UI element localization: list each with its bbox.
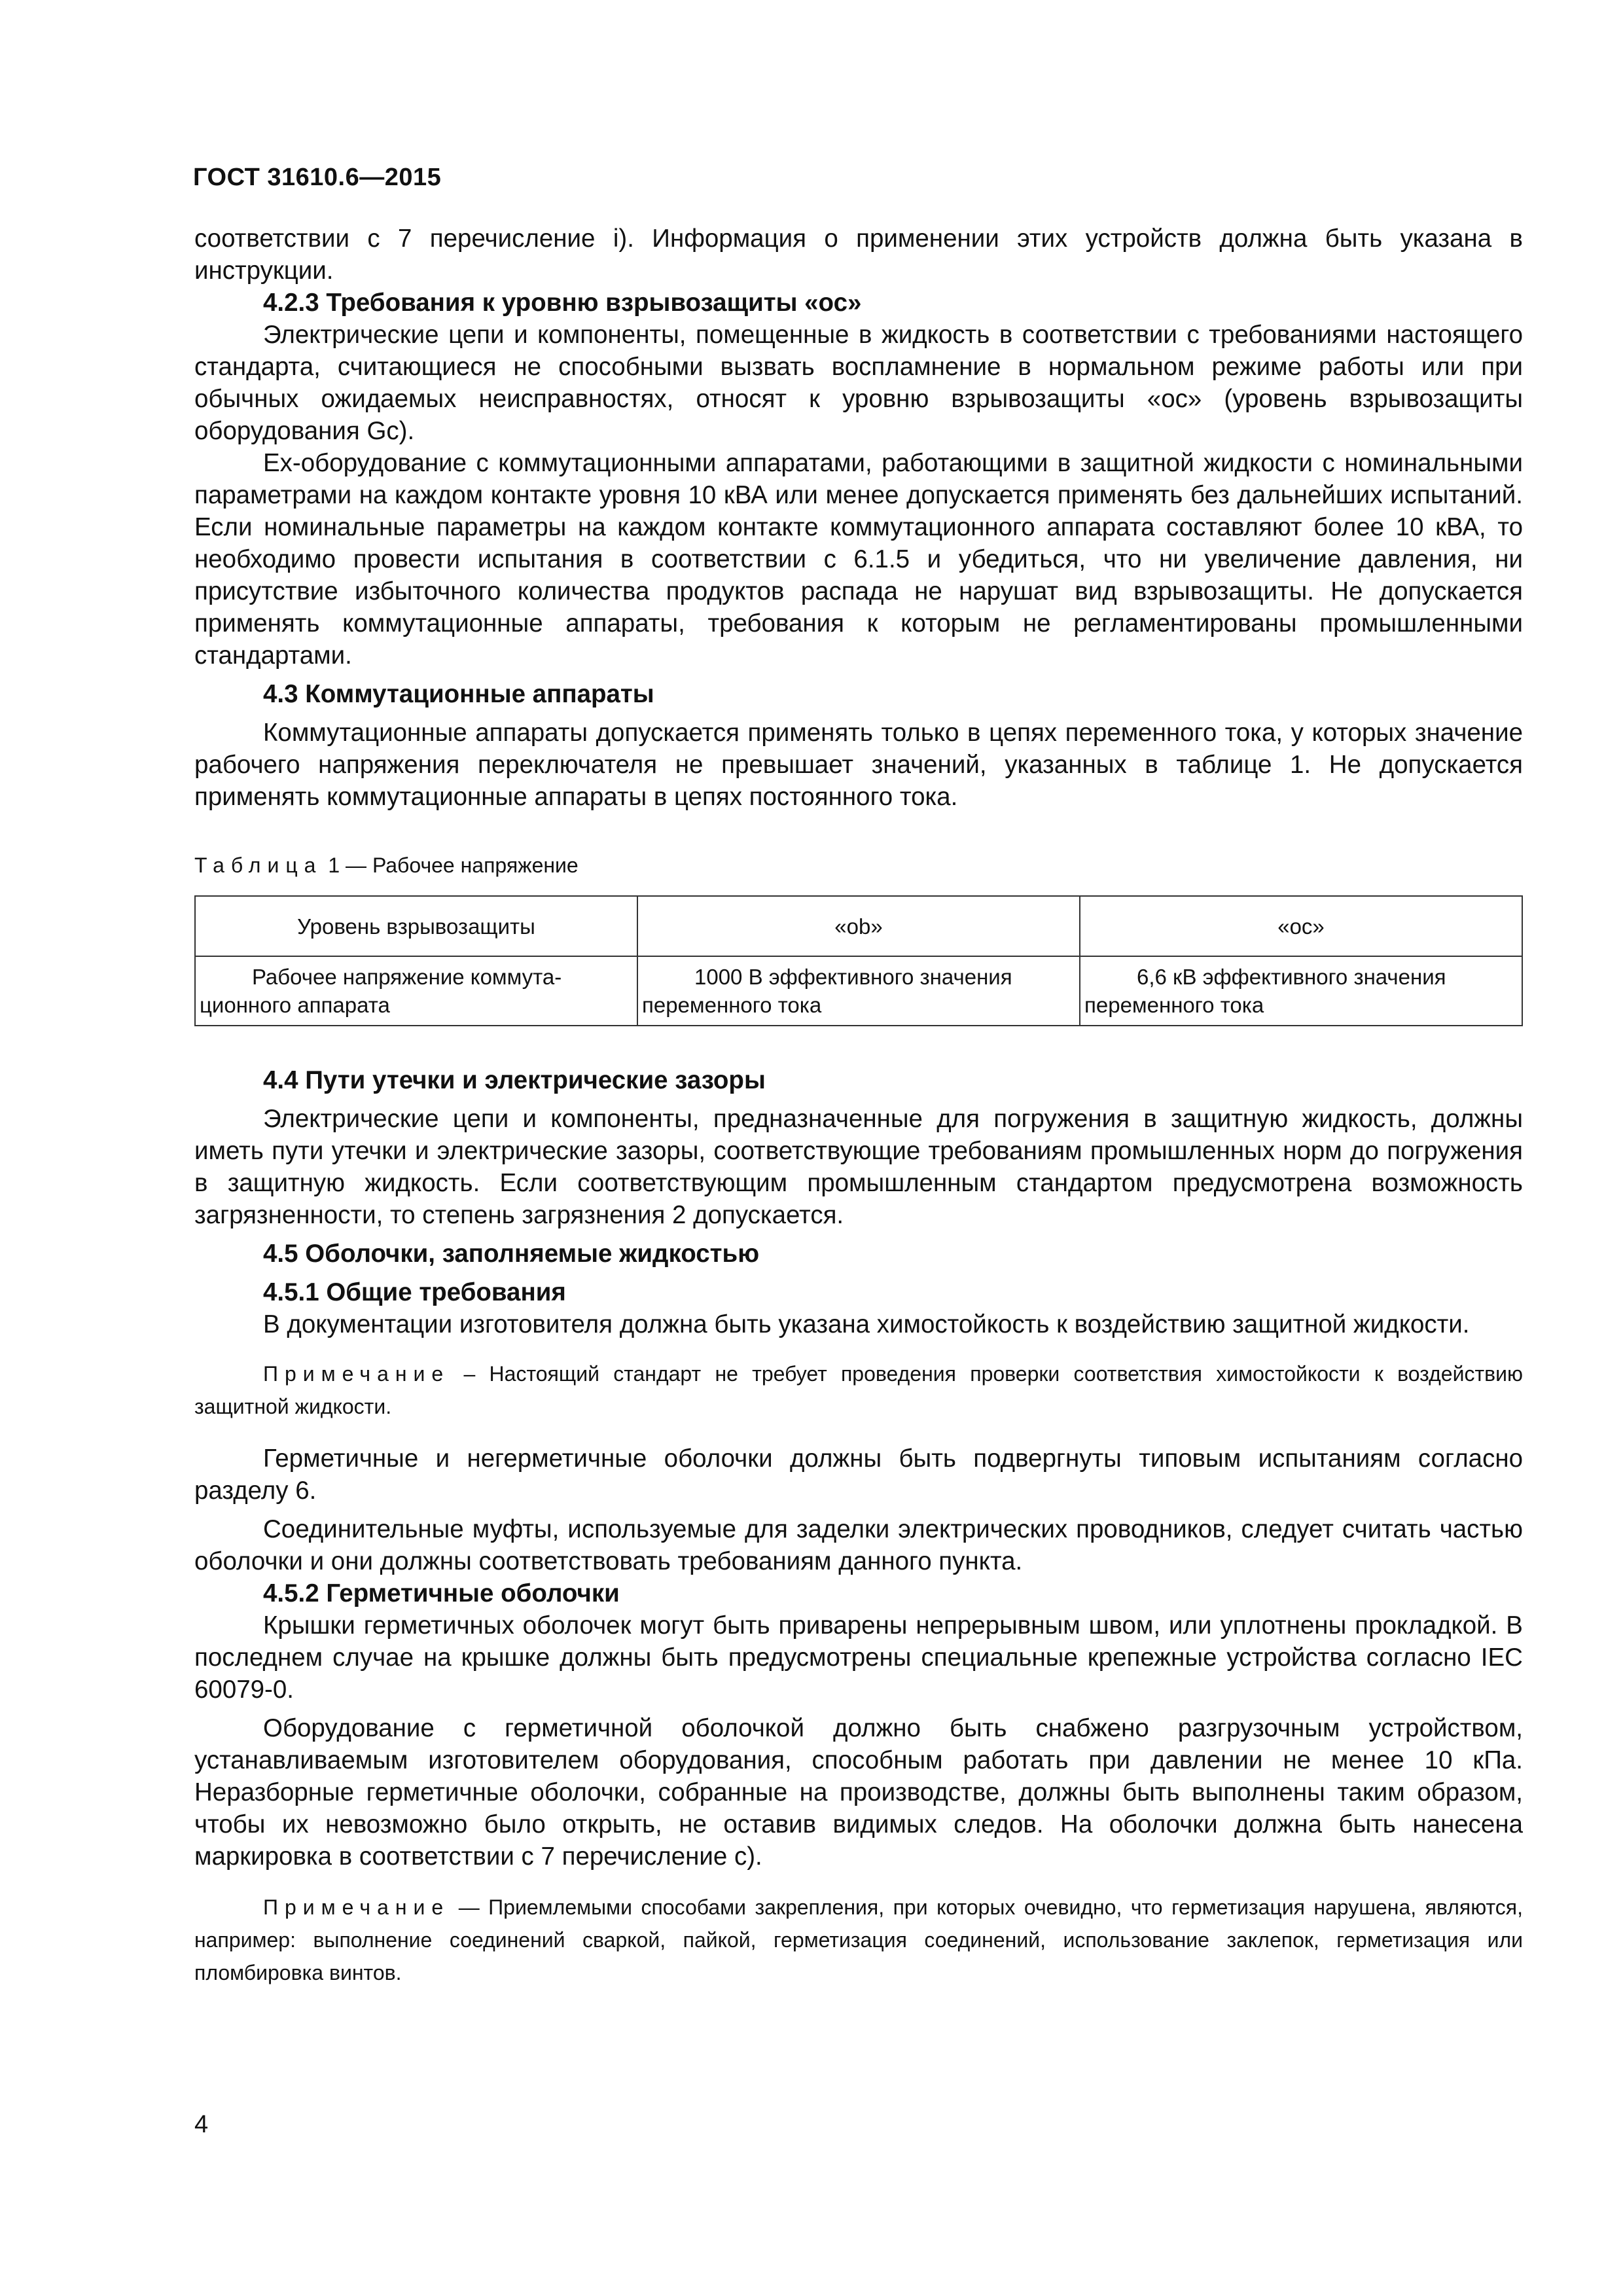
page-body [194, 223, 1523, 1989]
note-label: Примечание [263, 1362, 450, 1386]
paragraph: соответствии с 7 перечисление i). Информация о применении этих устройств должна быть указана в инструкции. [194, 224, 1523, 285]
table-cell-line: 1000 В эффективного значения [694, 965, 1012, 989]
note [194, 1891, 1523, 1989]
paragraph: Ex-оборудование с коммутационными аппаратами, работающими в защитной жидкости с номинальными параметрами на каждом контакте уровня 10 кВА или менее допускается применять без дальнейших испытаний. Если номинальные параметры на каждом контакте коммутационного аппарата составляют более 10 кВА, то необходимо провести испытания в соответствии с 6.1.5 и убедиться, что ни увеличение давления, ни присутствие избыточного количества продуктов распада не нарушат вид взрывозащиты. Не допускается применять коммутационные аппараты, требования к которым не регламентированы промышленными стандартами. [194, 449, 1523, 670]
note [194, 1357, 1523, 1423]
table-row [195, 956, 1522, 1026]
section-heading-4-2-3: 4.2.3 Требования к уровню взрывозащиты «ос» [263, 289, 862, 317]
section-heading-4-3: 4.3 Коммутационные аппараты [263, 680, 654, 708]
table-cell-line: ционного аппарата [200, 993, 390, 1017]
voltage-table [194, 895, 1523, 1026]
table-caption-label: Таблица [194, 853, 323, 877]
table-cell [195, 956, 637, 1026]
table-header-cell: Уровень взрывозащиты [195, 896, 637, 956]
table-cell [1080, 956, 1522, 1026]
note-text: — Приемлемыми способами закрепления, при которых очевидно, что герметизация нарушена, являются, например: выполнение соединений сваркой, пайкой, герметизация соединений, использование заклепок, герметизация или пломбировка винтов. [194, 1895, 1523, 1984]
paragraph: Электрические цепи и компоненты, предназначенные для погружения в защитную жидкость, должны иметь пути утечки и электрические зазоры, соответствующие требованиям промышленных норм до погружения в защитную жидкость. Если соответствующим промышленным стандартом предусмотрена возможность загрязненности, то степень загрязнения 2 допускается. [194, 1105, 1523, 1229]
paragraph: Электрические цепи и компоненты, помещенные в жидкость в соответствии с требованиями настоящего стандарта, считающиеся не способными вызвать воспламнение в нормальном режиме работы или при обычных ожидаемых неисправностях, относят к уровню взрывозащиты «ос» (уровень взрывозащиты оборудования Gc). [194, 321, 1523, 445]
table-cell-line: переменного тока [642, 993, 822, 1017]
section-heading-4-5-1: 4.5.1 Общие требования [263, 1278, 566, 1306]
table-header-row [195, 896, 1522, 956]
note-text: – Настоящий стандарт не требует проведения проверки соответствия химостойкости к воздействию защитной жидкости. [194, 1362, 1523, 1418]
table-cell [637, 956, 1080, 1026]
page-number: 4 [194, 2111, 209, 2138]
document-code-header: ГОСТ 31610.6—2015 [193, 164, 442, 191]
paragraph: Герметичные и негерметичные оболочки должны быть подвергнуты типовым испытаниям согласно разделу 6. [194, 1444, 1523, 1505]
paragraph: Крышки герметичных оболочек могут быть приварены непрерывным швом, или уплотнены прокладкой. В последнем случае на крышке должны быть предусмотрены специальные крепежные устройства согласно IEC 60079-0. [194, 1611, 1523, 1704]
section-heading-4-4: 4.4 Пути утечки и электрические зазоры [263, 1066, 766, 1094]
note-label: Примечание [263, 1895, 450, 1919]
paragraph: В документации изготовителя должна быть указана химостойкость к воздействию защитной жидкости. [263, 1310, 1470, 1338]
table-header-cell: «ос» [1080, 896, 1522, 956]
paragraph: Соединительные муфты, используемые для заделки электрических проводников, следует считать частью оболочки и они должны соответствовать требованиям данного пункта. [194, 1515, 1523, 1575]
section-heading-4-5: 4.5 Оболочки, заполняемые жидкостью [263, 1240, 760, 1268]
table-caption [194, 852, 1523, 878]
paragraph: Оборудование с герметичной оболочкой должно быть снабжено разгрузочным устройством, устанавливаемым изготовителем оборудования, способным работать при давлении не менее 10 кПа. Неразборные герметичные оболочки, собранные на производстве, должны быть выполнены таким образом, чтобы их невозможно было открыть, не оставив видимых следов. На оболочки должна быть нанесена маркировка в соответствии с 7 перечисление с). [194, 1714, 1523, 1871]
table-caption-text: 1 — Рабочее напряжение [322, 853, 579, 877]
table-header-cell: «ob» [637, 896, 1080, 956]
section-heading-4-5-2: 4.5.2 Герметичные оболочки [263, 1579, 620, 1607]
paragraph: Коммутационные аппараты допускается применять только в цепях переменного тока, у которых значение рабочего напряжения переключателя не превышает значений, указанных в таблице 1. Не допускается применять коммутационные аппараты в цепях постоянного тока. [194, 719, 1523, 811]
table-cell-line: Рабочее напряжение коммута- [252, 965, 562, 989]
table-cell-line: 6,6 кВ эффективного значения [1137, 965, 1446, 989]
table-cell-line: переменного тока [1084, 993, 1264, 1017]
